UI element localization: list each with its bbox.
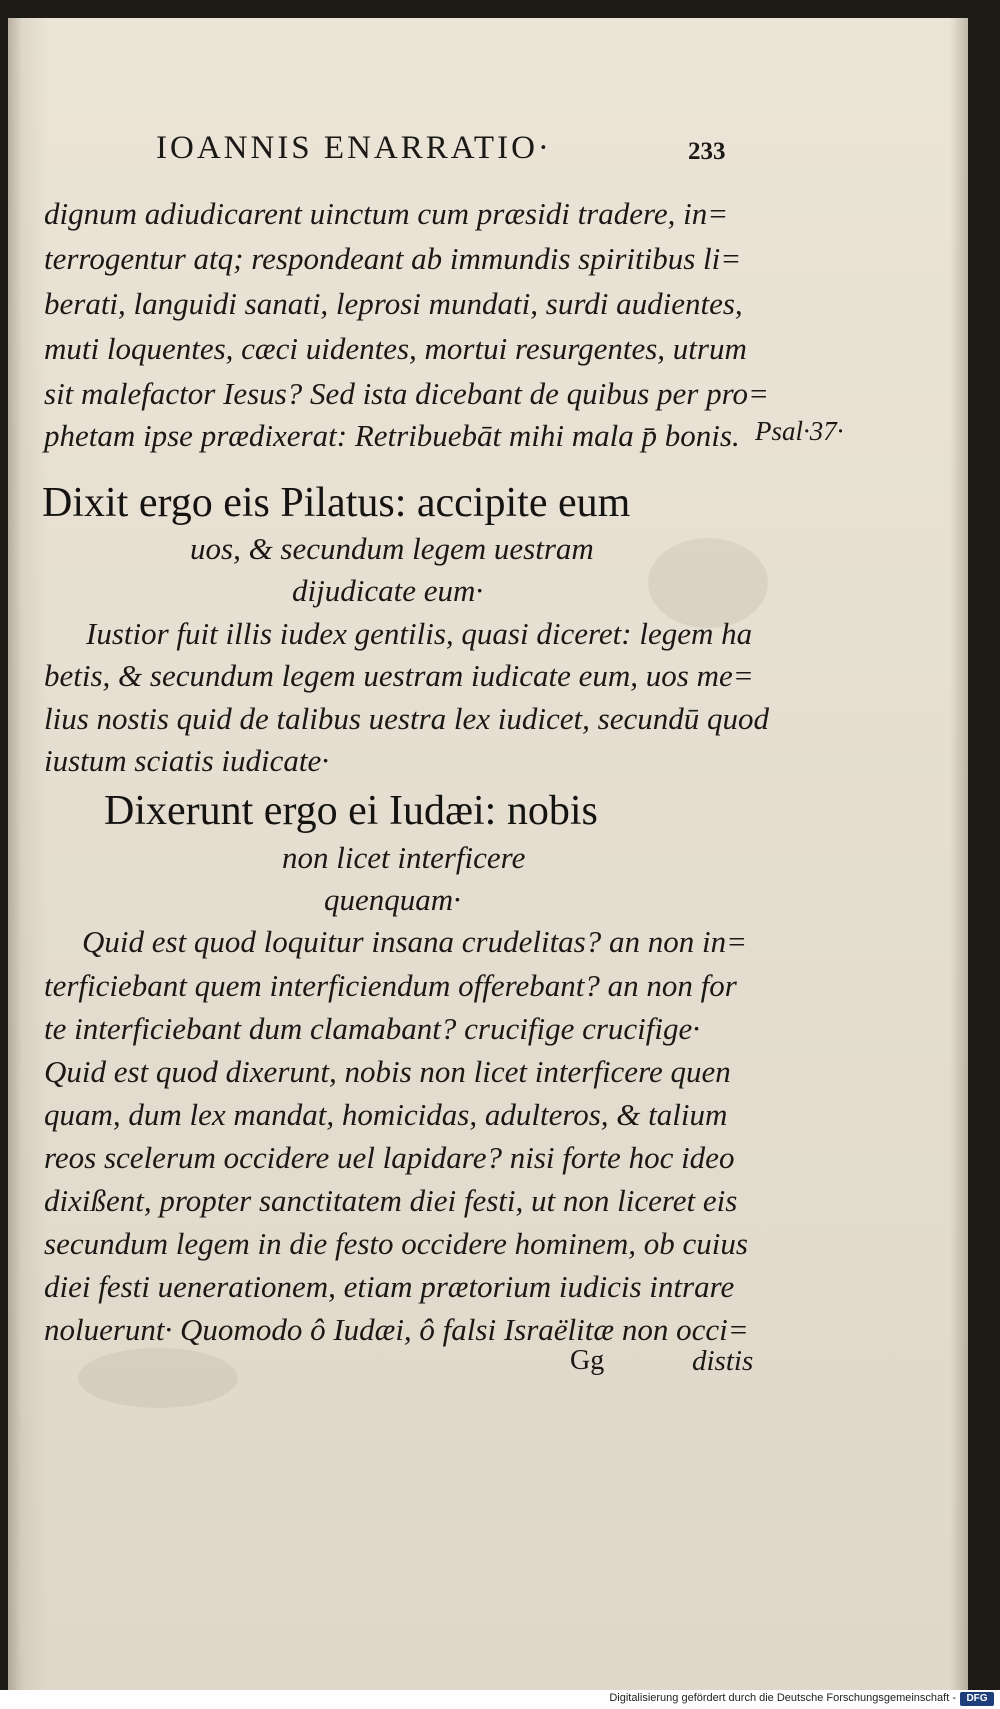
verse-heading: Dixerunt ergo ei Iudæi: nobis <box>104 788 598 834</box>
text-line: Iustior fuit illis iudex gentilis, quasi diceret: legem ha <box>86 616 753 651</box>
verse-heading-line: dijudicate eum· <box>292 573 484 608</box>
paper-stain <box>78 1348 238 1408</box>
text-line: Quid est quod dixerunt, nobis non licet interficere quen <box>44 1054 731 1089</box>
text-line: betis, & secundum legem uestram iudicate eum, uos me= <box>44 658 754 693</box>
catchword: distis <box>692 1345 754 1377</box>
text-line: noluerunt· Quomodo ô Iudæi, ô falsi Israëlitæ non occi= <box>44 1312 749 1347</box>
page-number: 233 <box>688 138 726 165</box>
text-line: Quid est quod loquitur insana crudelitas? an non in= <box>82 924 748 959</box>
verse-heading-line: uos, & secundum legem uestram <box>190 531 594 566</box>
text-line: diei festi uenerationem, etiam prætorium iudicis intrare <box>44 1269 735 1304</box>
text-line: reos scelerum occidere uel lapidare? nisi forte hoc ideo <box>44 1140 735 1175</box>
verse-heading: Dixit ergo eis Pilatus: accipite eum <box>42 480 631 526</box>
text-line: berati, languidi sanati, leprosi mundati, surdi audientes, <box>44 286 743 321</box>
dfg-logo-icon: DFG <box>960 1692 994 1706</box>
digitization-footer <box>0 1690 1000 1709</box>
running-title: IOANNIS ENARRATIO· <box>156 130 552 166</box>
text-line: terficiebant quem interficiendum offerebant? an non for <box>44 968 737 1003</box>
text-line: quam, dum lex mandat, homicidas, adulteros, & talium <box>44 1097 728 1132</box>
page-edge-shadow <box>950 18 968 1690</box>
text-line: te interficiebant dum clamabant? crucifige crucifige· <box>44 1011 701 1046</box>
funding-credit: Digitalisierung gefördert durch die Deutsche Forschungsgemeinschaft - <box>609 1692 956 1704</box>
margin-note: Psal·37· <box>755 416 844 446</box>
text-line: dixißent, propter sanctitatem diei festi, ut non liceret eis <box>44 1183 738 1218</box>
signature-mark: Gg <box>570 1345 605 1376</box>
text-line: muti loquentes, cæci uidentes, mortui resurgentes, utrum <box>44 331 747 366</box>
text-line: lius nostis quid de talibus uestra lex iudicet, secundū quod <box>44 701 769 736</box>
verse-heading-line: quenquam· <box>324 882 461 917</box>
text-line: phetam ipse prædixerat: Retribuebāt mihi mala p̄ bonis. <box>44 418 740 453</box>
text-line: sit malefactor Iesus? Sed ista dicebant de quibus per pro= <box>44 376 769 411</box>
verse-heading-line: non licet interficere <box>282 840 526 875</box>
text-line: terrogentur atq; respondeant ab immundis spiritibus li= <box>44 241 742 276</box>
text-line: iustum sciatis iudicate· <box>44 743 330 778</box>
text-line: secundum legem in die festo occidere hominem, ob cuius <box>44 1226 748 1261</box>
text-line: dignum adiudicarent uinctum cum præsidi tradere, in= <box>44 196 729 231</box>
book-page <box>8 18 968 1690</box>
